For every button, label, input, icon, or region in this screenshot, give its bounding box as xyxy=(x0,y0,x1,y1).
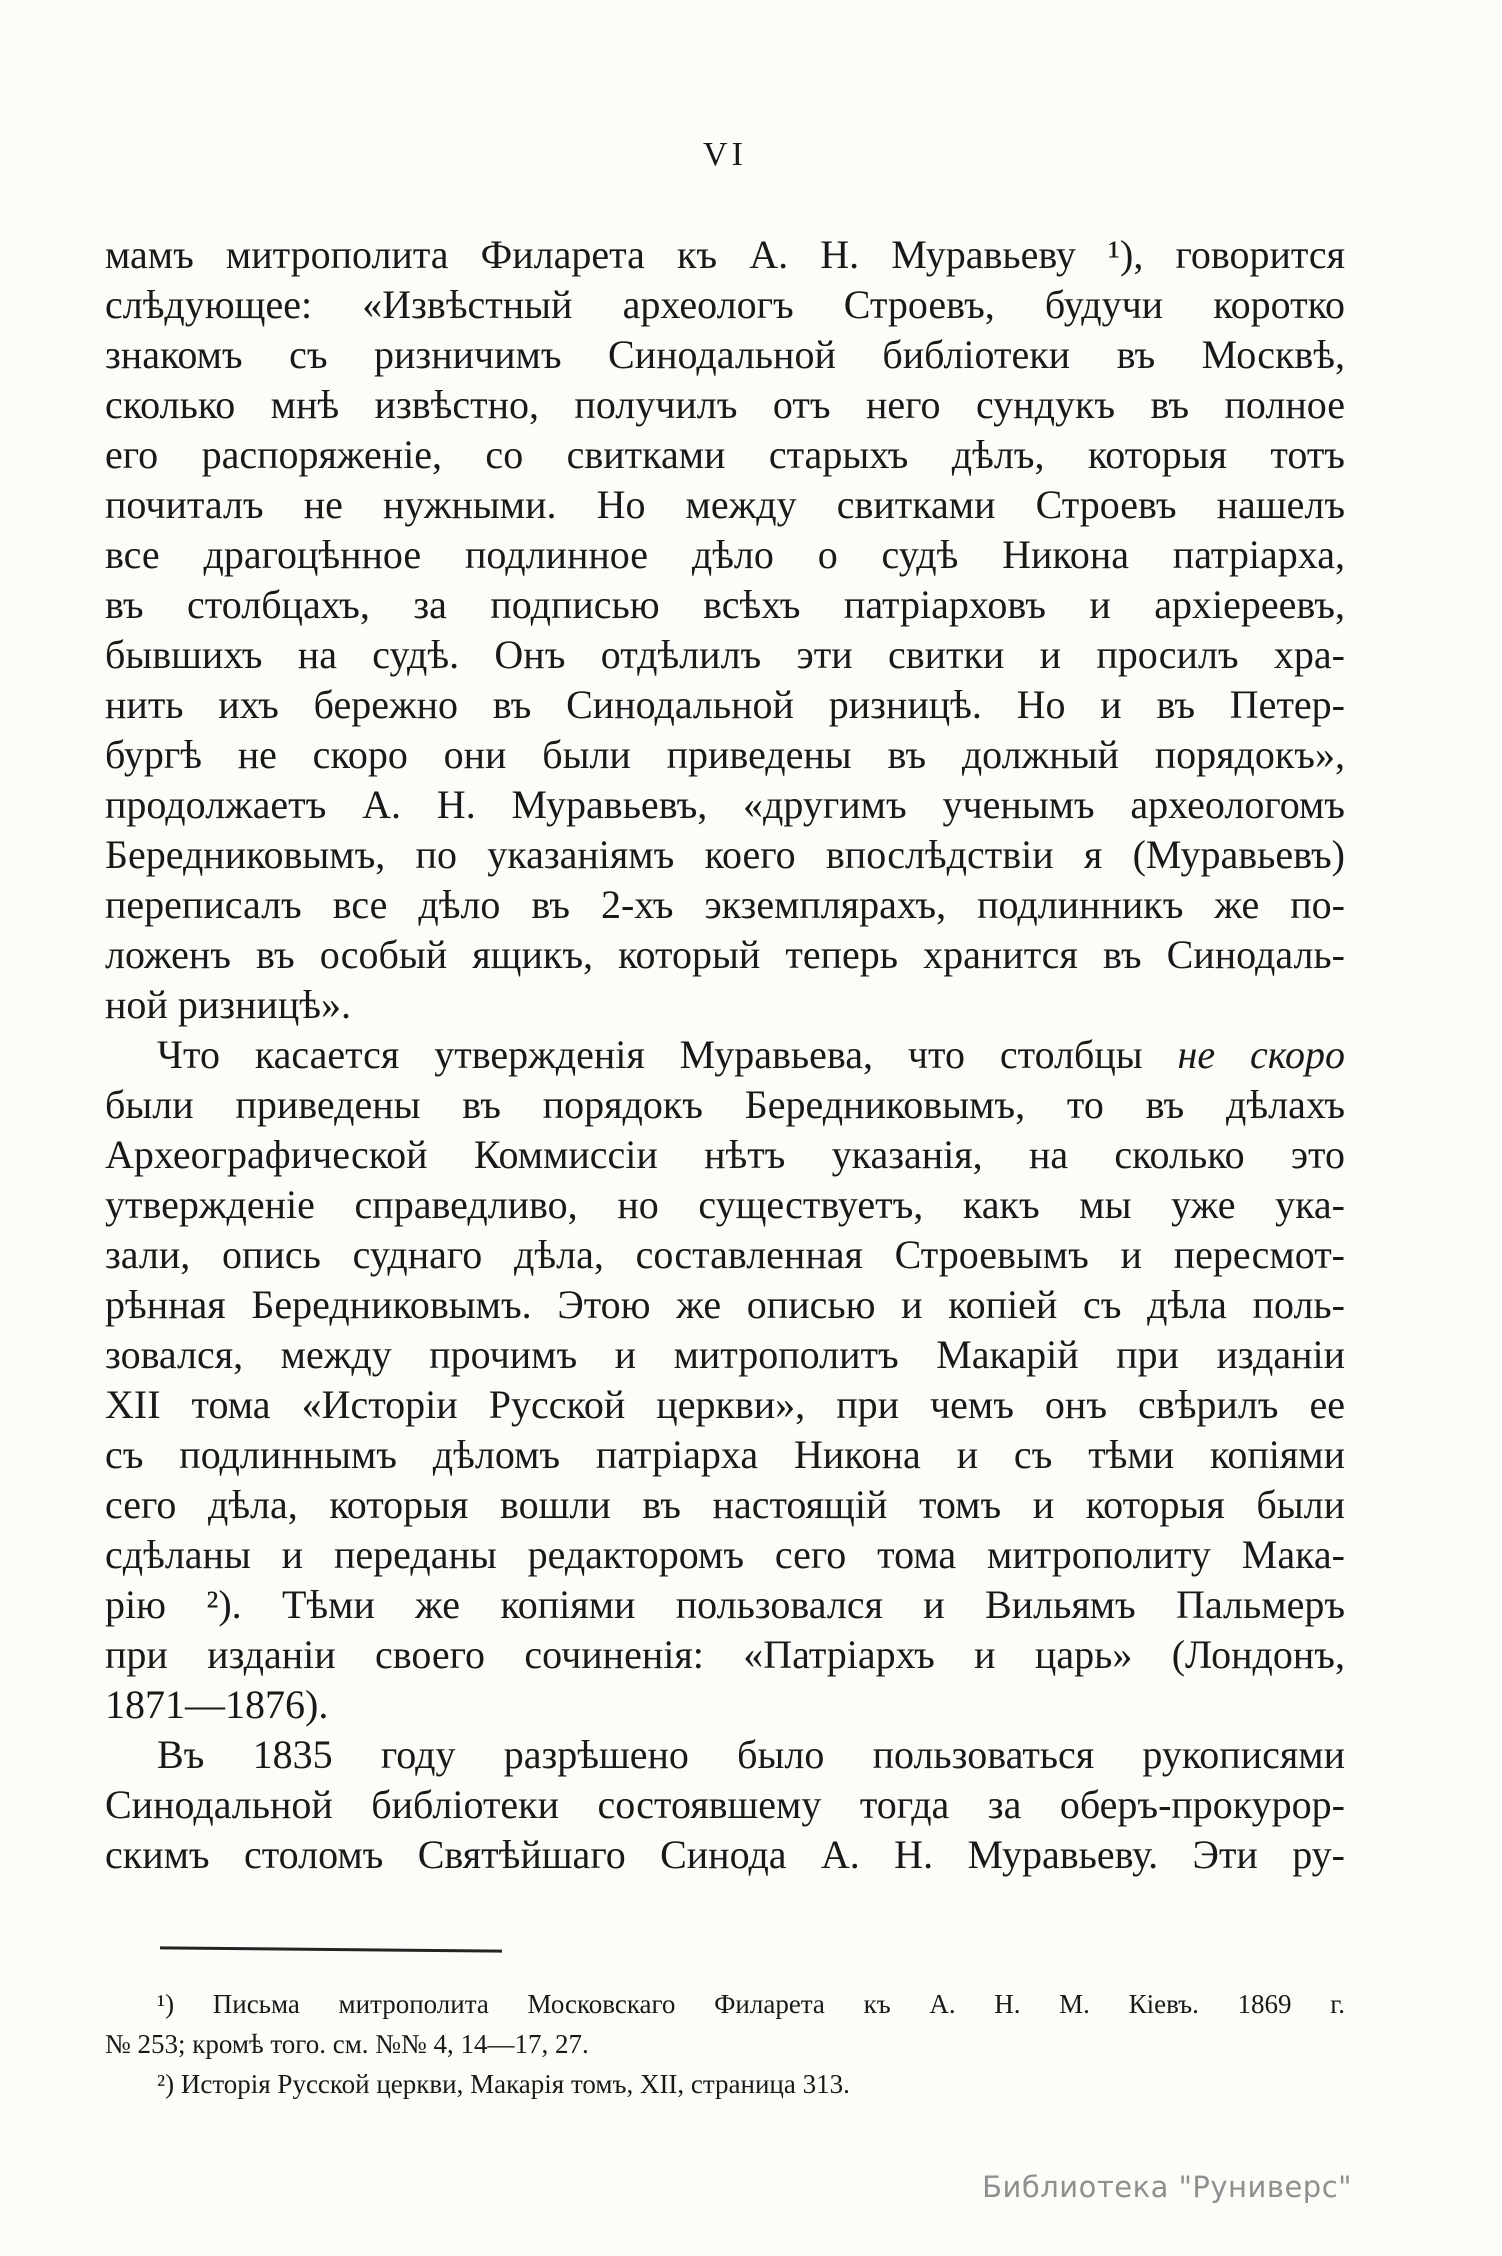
footnote-line: ²) Исторія Русской церкви, Макарія томъ, XII, страница 313. xyxy=(157,2069,850,2099)
text-line: Бередниковымъ, по указаніямъ коего впослѣдствіи я (Муравьевъ) xyxy=(105,832,1345,877)
text-line: рѣнная Бередниковымъ. Этою же описью и копіей съ дѣла поль- xyxy=(105,1282,1345,1327)
text-line: зали, опись суднаго дѣла, составленная Строевымъ и пересмот- xyxy=(105,1232,1345,1277)
text-line: бургѣ не скоро они были приведены въ должный порядокъ», xyxy=(105,732,1345,777)
text-line: сего дѣла, которыя вошли въ настоящій томъ и которыя были xyxy=(105,1482,1345,1527)
text-line: слѣдующее: «Извѣстный археологъ Строевъ, будучи коротко xyxy=(105,282,1345,327)
footnote-rule xyxy=(160,1946,502,1952)
library-watermark: Библиотека "Руниверс" xyxy=(982,2170,1352,2204)
text-line: въ столбцахъ, за подписью всѣхъ патріарховъ и архіереевъ, xyxy=(105,582,1345,627)
text-line: Археографической Коммиссіи нѣтъ указанія, на сколько это xyxy=(105,1132,1345,1177)
text-line: почиталъ не нужными. Но между свитками Строевъ нашелъ xyxy=(105,482,1345,527)
text-line: знакомъ съ ризничимъ Синодальной библіотеки въ Москвѣ, xyxy=(105,332,1345,377)
text-segment: Что касается утвержденія Муравьева, что столбцы xyxy=(157,1032,1178,1077)
footnote-line: ¹) Письма митрополита Московскаго Филарета къ А. Н. М. Кіевъ. 1869 г. xyxy=(157,1989,1345,2019)
italic-phrase: не скоро xyxy=(1177,1032,1345,1077)
text-line: бывшихъ на судѣ. Онъ отдѣлилъ эти свитки и просилъ хра- xyxy=(105,632,1345,677)
text-line: были приведены въ порядокъ Бередниковымъ, то въ дѣлахъ xyxy=(105,1082,1345,1127)
page-number: VI xyxy=(703,136,747,173)
text-line: рію ²). Тѣми же копіями пользовался и Вильямъ Пальмеръ xyxy=(105,1582,1345,1627)
text-line: при изданіи своего сочиненія: «Патріархъ и царь» (Лондонъ, xyxy=(105,1632,1345,1677)
footnotes xyxy=(105,1984,1345,2104)
text-line: ной ризницѣ». xyxy=(105,982,351,1027)
text-line: ложенъ въ особый ящикъ, который теперь хранится въ Синодаль- xyxy=(105,932,1345,977)
body-text xyxy=(105,230,1345,1880)
footnote-line: № 253; кромѣ того. см. №№ 4, 14—17, 27. xyxy=(105,2029,589,2059)
text-line: утвержденіе справедливо, но существуетъ, какъ мы уже ука- xyxy=(105,1182,1345,1227)
text-line: сдѣланы и переданы редакторомъ сего тома митрополиту Мака- xyxy=(105,1532,1345,1577)
text-line: продолжаетъ А. Н. Муравьевъ, «другимъ ученымъ археологомъ xyxy=(105,782,1345,827)
text-line: его распоряженіе, со свитками старыхъ дѣлъ, которыя тотъ xyxy=(105,432,1345,477)
text-line xyxy=(105,1030,1345,1080)
text-line: Въ 1835 году разрѣшено было пользоваться рукописями xyxy=(157,1732,1345,1777)
text-line: XII тома «Исторіи Русской церкви», при чемъ онъ свѣрилъ ее xyxy=(105,1382,1345,1427)
text-line: скимъ столомъ Святѣйшаго Синода А. Н. Муравьеву. Эти ру- xyxy=(105,1832,1345,1877)
text-line: переписалъ все дѣло въ 2-хъ экземплярахъ, подлинникъ же по- xyxy=(105,882,1345,927)
text-line: сколько мнѣ извѣстно, получилъ отъ него сундукъ въ полное xyxy=(105,382,1345,427)
text-line: зовался, между прочимъ и митрополитъ Макарій при изданіи xyxy=(105,1332,1345,1377)
text-line: съ подлиннымъ дѣломъ патріарха Никона и съ тѣми копіями xyxy=(105,1432,1345,1477)
text-line: мамъ митрополита Филарета къ А. Н. Муравьеву ¹), говорится xyxy=(105,232,1345,277)
text-line: 1871—1876). xyxy=(105,1682,329,1727)
text-line: Синодальной библіотеки состоявшему тогда за оберъ-прокурор- xyxy=(105,1782,1345,1827)
text-line: все драгоцѣнное подлинное дѣло о судѣ Никона патріарха, xyxy=(105,532,1345,577)
text-line: нить ихъ бережно въ Синодальной ризницѣ. Но и въ Петер- xyxy=(105,682,1345,727)
